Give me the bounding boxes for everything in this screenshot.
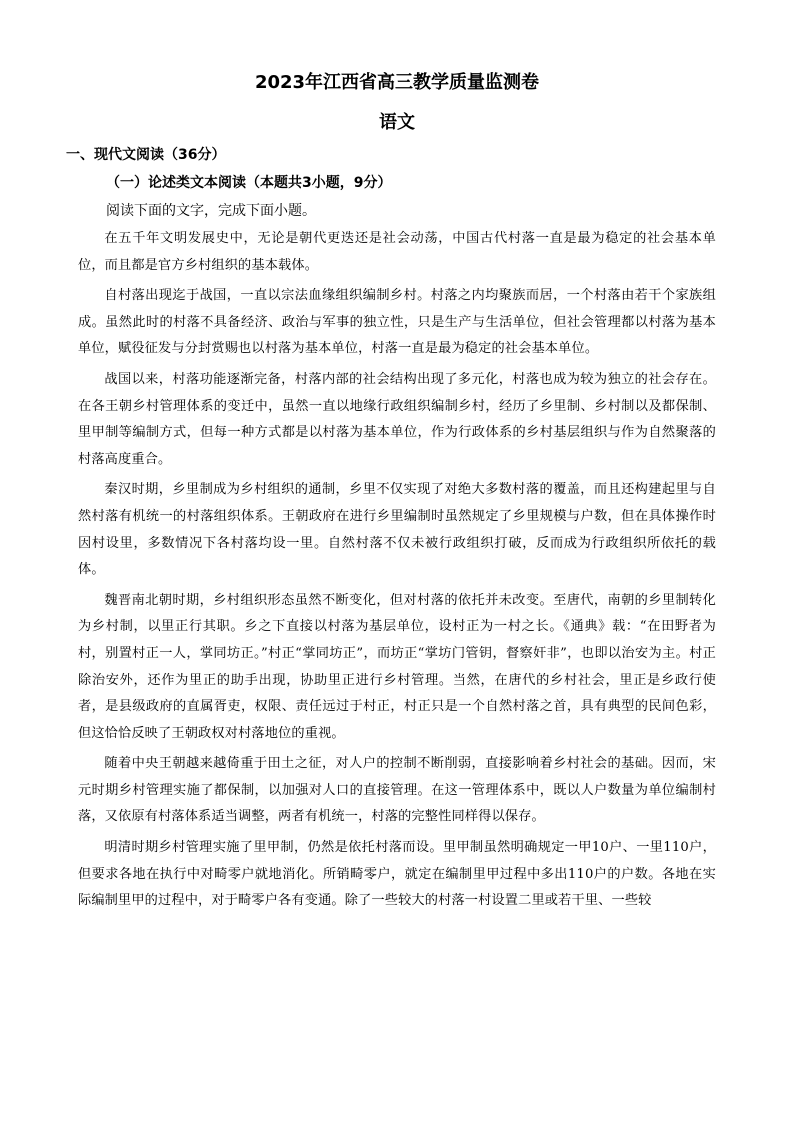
section-heading: 一、现代文阅读（36分） (66, 147, 226, 163)
passage-paragraph: 战国以来，村落功能逐渐完备，村落内部的社会结构出现了多元化，村落也成为较为独立的社会存在。在各王朝乡村管理体系的变迁中，虽然一直以地缘行政组织编制乡村，经历了乡里制、乡村制以及都保制、里甲制等编制方式，但每一种方式都是以村落为基本单位，作为行政体系的乡村基层组织与作为自然聚落的村落高度重合。 (78, 371, 716, 467)
subject-title: 语文 (379, 112, 415, 133)
sub-section-heading: （一）论述类文本阅读（本题共3小题，9分） (106, 175, 392, 191)
passage-paragraph: 明清时期乡村管理实施了里甲制，仍然是依托村落而设。里甲制虽然明确规定一甲10户、一里110户，但要求各地在执行中对畸零户就地消化。所销畸零户，就定在编制里甲过程中多出110户的户数。各地在实际编制里甲的过程中，对于畸零户各有变通。除了一些较大的村落一村设置二里或若干里、一些较 (78, 840, 716, 909)
reading-instruction: 阅读下面的文字，完成下面小题。 (106, 203, 316, 219)
passage-paragraph: 秦汉时期，乡里制成为乡村组织的通制，乡里不仅实现了对绝大多数村落的覆盖，而且还构建起里与自然村落有机统一的村落组织体系。王朝政府在进行乡里编制时虽然规定了乡里规模与户数，但在具体操作时因村设里，多数情况下各村落均设一里。自然村落不仅未被行政组织打破，反而成为行政组织所依托的载体。 (78, 482, 716, 578)
passage-paragraph: 在五千年文明发展史中，无论是朝代更迭还是社会动荡，中国古代村落一直是最为稳定的社会基本单位，而且都是官方乡村组织的基本载体。 (78, 231, 716, 273)
passage-paragraph: 自村落出现迄于战国，一直以宗法血缘组织编制乡村。村落之内均聚族而居，一个村落由若干个家族组成。虽然此时的村落不具备经济、政治与军事的独立性，只是生产与生活单位，但社会管理都以村落为基本单位，赋役征发与分封赏赐也以村落为基本单位，村落一直是最为稳定的社会基本单位。 (78, 288, 716, 357)
reading-passage (78, 226, 716, 915)
exam-title: 2023年江西省高三教学质量监测卷 (254, 72, 540, 93)
passage-paragraph: 随着中央王朝越来越倚重于田土之征，对人户的控制不断削弱，直接影响着乡村社会的基础。因而，宋元时期乡村管理实施了都保制，以加强对人口的直接管理。在这一管理体系中，既以人户数量为单位编制村落，又依原有村落体系适当调整，两者有机统一，村落的完整性同样得以保存。 (78, 756, 716, 825)
passage-paragraph: 魏晋南北朝时期，乡村组织形态虽然不断变化，但对村落的依托并未改变。至唐代，南朝的乡里制转化为乡村制，以里正行其职。乡之下直接以村落为基层单位，设村正为一村之长。《通典》载：“在田野者为村，别置村正一人，掌同坊正。”村正“掌同坊正”，而坊正“掌坊门管钥，督察奸非”，也即以治安为主。村正除治安外，还作为里正的助手出现，协助里正进行乡村管理。当然，在唐代的乡村社会，里正是乡政行使者，是县级政府的直属胥吏，权限、责任远过于村正，村正只是一个自然村落之首，具有典型的民间色彩，但这恰恰反映了王朝政权对村落地位的重视。 (78, 592, 716, 741)
